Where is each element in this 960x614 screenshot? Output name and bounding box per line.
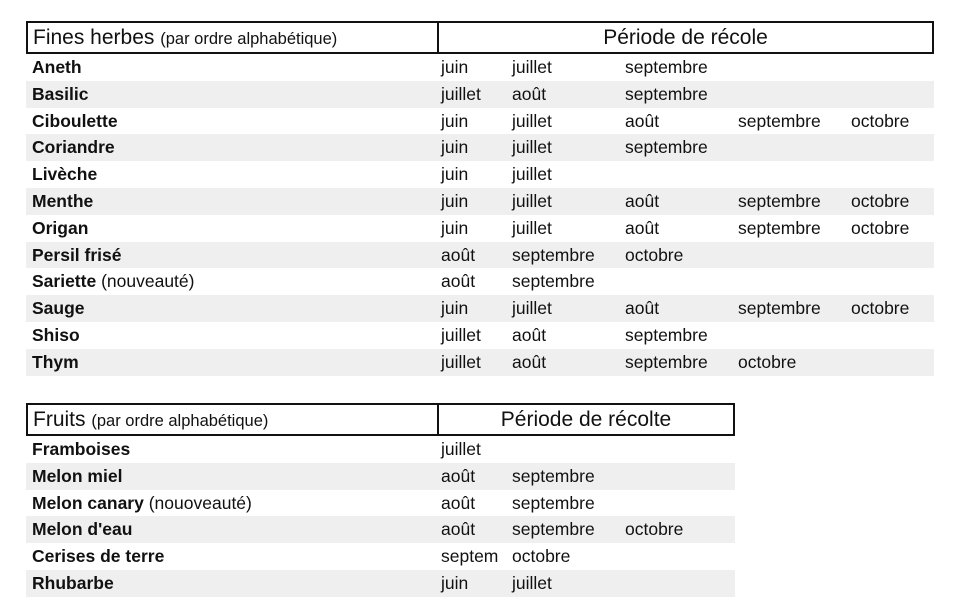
month-value: août: [512, 83, 547, 104]
item-name: Shiso: [32, 324, 80, 345]
months-cell: [441, 242, 934, 269]
month-value: octobre: [512, 546, 571, 567]
table-row: [26, 349, 934, 376]
herbs-title: Fines herbes: [33, 26, 155, 49]
month-value: août: [441, 519, 476, 540]
table-row: [26, 188, 934, 215]
month-value: septembre: [625, 137, 708, 158]
month-value: septembre: [512, 465, 595, 486]
fruits-title: Fruits: [33, 408, 86, 431]
months-cell: [441, 188, 934, 215]
months-cell: [441, 81, 934, 108]
months-cell: [441, 516, 735, 543]
months-cell: [441, 215, 934, 242]
item-name: Melon miel: [32, 465, 123, 486]
table-row: [26, 490, 735, 517]
month-value: septem: [441, 546, 499, 567]
month-value: septembre: [738, 190, 821, 211]
herbs-table: [26, 21, 934, 376]
month-value: août: [512, 351, 547, 372]
months-cell: [441, 134, 934, 161]
item-name: Coriandre: [32, 137, 115, 158]
row-name-cell: [26, 108, 441, 135]
fruits-period-header: Période de récolte: [500, 408, 672, 431]
item-name: Aneth: [32, 57, 82, 77]
months-cell: [441, 543, 735, 570]
month-value: août: [512, 324, 547, 345]
row-name-cell: [26, 295, 441, 322]
months-cell: [441, 349, 934, 376]
month-value: octobre: [625, 519, 684, 540]
row-name-cell: [26, 570, 441, 597]
table-row: [26, 268, 934, 295]
month-value: juillet: [512, 164, 552, 185]
month-value: septembre: [625, 324, 708, 345]
month-value: juin: [441, 217, 469, 238]
table-row: [26, 570, 735, 597]
item-name: Basilic: [32, 83, 89, 104]
month-value: septembre: [512, 492, 595, 513]
month-value: juillet: [512, 137, 552, 158]
months-cell: [441, 463, 735, 490]
fruits-rows: [26, 436, 735, 597]
item-name: Persil frisé: [32, 244, 122, 265]
months-cell: [441, 108, 934, 135]
month-value: juin: [441, 572, 469, 593]
month-value: octobre: [738, 351, 797, 372]
item-note: (nouveauté): [101, 271, 195, 292]
row-name-cell: [26, 134, 441, 161]
fruits-header: [26, 403, 735, 436]
months-cell: [441, 54, 934, 81]
row-name-cell: [26, 81, 441, 108]
table-row: [26, 54, 934, 81]
month-value: juillet: [441, 351, 481, 372]
month-value: juillet: [512, 298, 552, 319]
month-value: juin: [441, 164, 469, 185]
month-value: août: [625, 298, 660, 319]
month-value: septembre: [625, 57, 708, 77]
month-value: juin: [441, 110, 469, 131]
table-row: [26, 543, 735, 570]
row-name-cell: [26, 490, 441, 517]
month-value: septembre: [738, 110, 821, 131]
month-value: juin: [441, 57, 469, 77]
item-name: Menthe: [32, 190, 94, 211]
month-value: juillet: [441, 324, 481, 345]
herbs-header: [26, 21, 934, 54]
month-value: septembre: [512, 244, 595, 265]
table-row: [26, 295, 934, 322]
months-cell: [441, 570, 735, 597]
month-value: octobre: [851, 190, 910, 211]
table-row: [26, 108, 934, 135]
row-name-cell: [26, 349, 441, 376]
fruits-header-title-cell: [28, 405, 439, 434]
month-value: septembre: [512, 519, 595, 540]
month-value: juillet: [512, 190, 552, 211]
month-value: juin: [441, 137, 469, 158]
months-cell: [441, 322, 934, 349]
row-name-cell: [26, 268, 441, 295]
item-name: Rhubarbe: [32, 572, 114, 593]
month-value: octobre: [625, 244, 684, 265]
month-value: juillet: [512, 110, 552, 131]
table-row: [26, 436, 735, 463]
item-name: Melon canary: [32, 492, 144, 513]
row-name-cell: [26, 463, 441, 490]
item-name: Thym: [32, 351, 79, 372]
row-name-cell: [26, 54, 441, 81]
month-value: octobre: [851, 217, 910, 238]
table-row: [26, 134, 934, 161]
table-row: [26, 161, 934, 188]
table-row: [26, 81, 934, 108]
months-cell: [441, 161, 934, 188]
fruits-subtitle: (par ordre alphabétique): [91, 412, 269, 430]
item-name: Ciboulette: [32, 110, 118, 131]
months-cell: [441, 268, 934, 295]
month-value: août: [441, 244, 476, 265]
month-value: août: [625, 217, 660, 238]
month-value: juillet: [512, 57, 552, 77]
item-name: Sauge: [32, 298, 85, 319]
table-row: [26, 463, 735, 490]
table-row: [26, 215, 934, 242]
row-name-cell: [26, 516, 441, 543]
item-name: Livèche: [32, 164, 98, 185]
month-value: octobre: [851, 298, 910, 319]
herbs-header-title-cell: [28, 23, 439, 52]
table-row: [26, 242, 934, 269]
months-cell: [441, 295, 934, 322]
row-name-cell: [26, 436, 441, 463]
item-name: Origan: [32, 217, 89, 238]
row-name-cell: [26, 242, 441, 269]
row-name-cell: [26, 215, 441, 242]
month-value: août: [441, 465, 476, 486]
month-value: août: [625, 110, 660, 131]
row-name-cell: [26, 188, 441, 215]
month-value: septembre: [738, 298, 821, 319]
month-value: juillet: [441, 439, 481, 459]
month-value: septembre: [512, 271, 595, 292]
month-value: août: [441, 492, 476, 513]
month-value: septembre: [625, 351, 708, 372]
month-value: juin: [441, 298, 469, 319]
month-value: août: [441, 271, 476, 292]
month-value: juin: [441, 190, 469, 211]
row-name-cell: [26, 161, 441, 188]
month-value: octobre: [851, 110, 910, 131]
herbs-period-header: Période de récole: [603, 26, 768, 49]
fruits-table: [26, 403, 735, 597]
herbs-rows: [26, 54, 934, 376]
item-note: (nouoveauté): [148, 492, 252, 513]
row-name-cell: [26, 322, 441, 349]
item-name: Sariette: [32, 271, 97, 292]
months-cell: [441, 490, 735, 517]
item-name: Framboises: [32, 439, 131, 459]
month-value: septembre: [625, 83, 708, 104]
month-value: juillet: [441, 83, 481, 104]
month-value: juillet: [512, 572, 552, 593]
item-name: Cerises de terre: [32, 546, 165, 567]
row-name-cell: [26, 543, 441, 570]
months-cell: [441, 436, 735, 463]
item-name: Melon d'eau: [32, 519, 133, 540]
month-value: juillet: [512, 217, 552, 238]
table-row: [26, 322, 934, 349]
herbs-subtitle: (par ordre alphabétique): [160, 30, 338, 48]
month-value: septembre: [738, 217, 821, 238]
table-row: [26, 516, 735, 543]
month-value: août: [625, 190, 660, 211]
